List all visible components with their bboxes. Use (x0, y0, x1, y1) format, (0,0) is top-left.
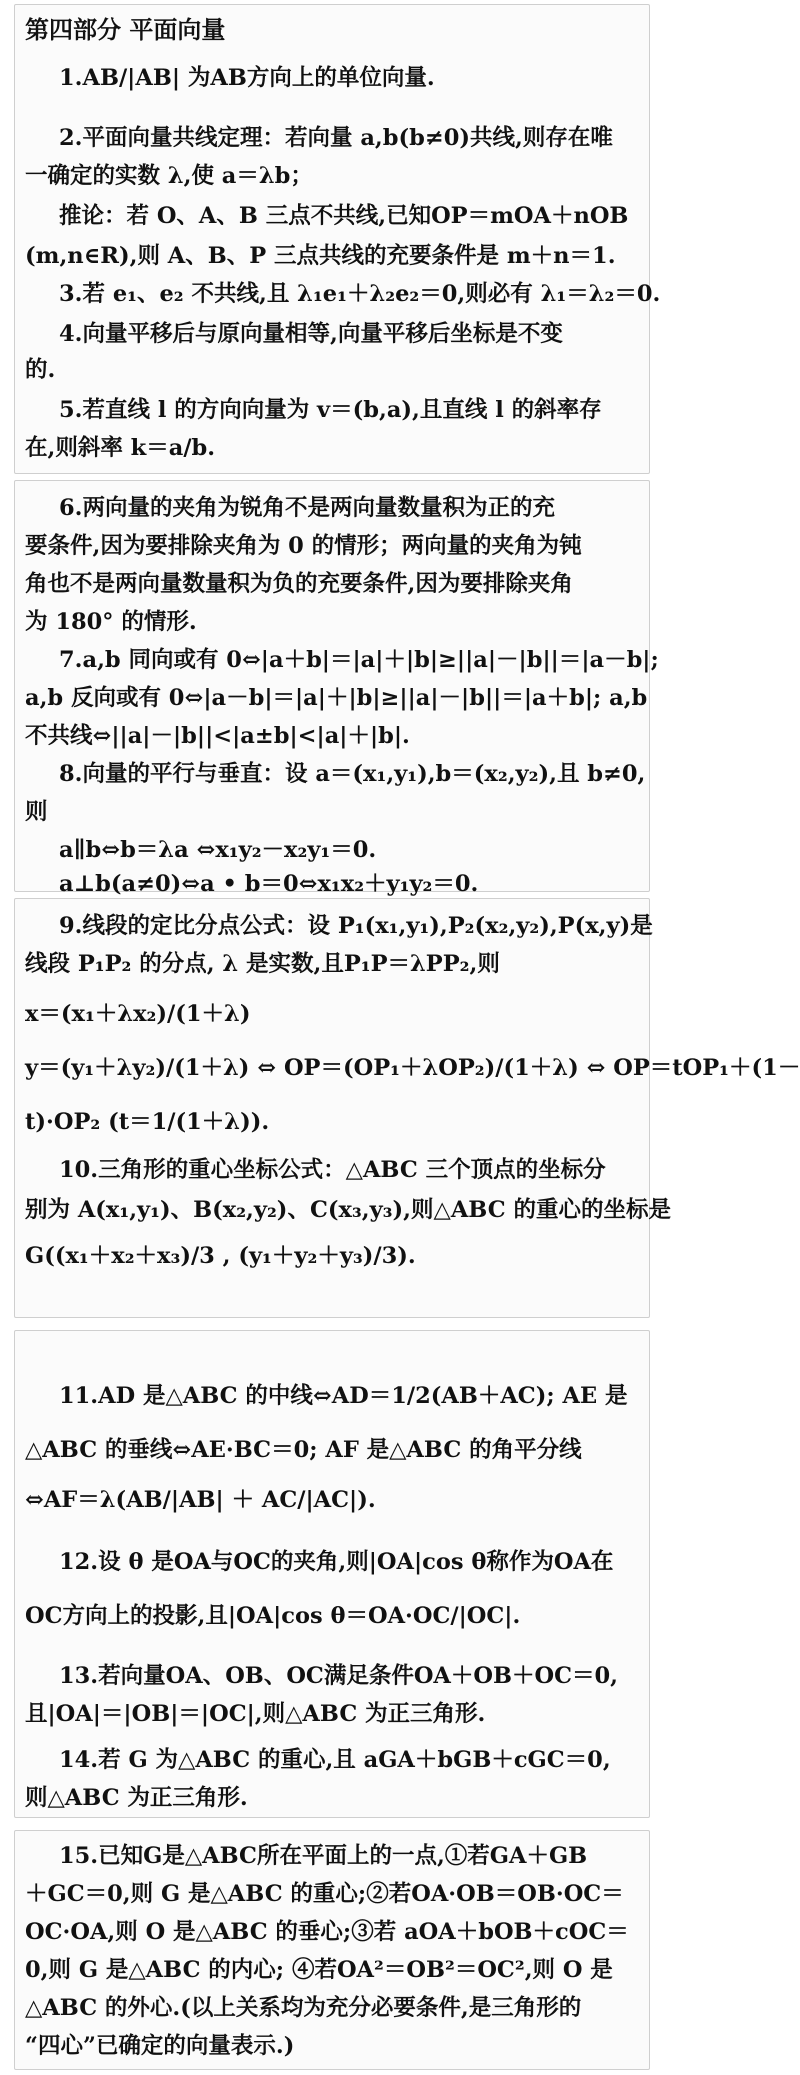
text-line: OC·OA,则 O 是△ABC 的垂心;③若 aOA＋bOB＋cOC＝ (25, 1919, 629, 1945)
formula-line: y＝(y₁＋λy₂)/(1＋λ) ⇔ OP＝(OP₁＋λOP₂)/(1＋λ) ⇔ OP＝tOP₁＋(1－ (25, 1055, 800, 1081)
text-line: 的. (25, 357, 56, 383)
text-line: △ABC 的垂线⇔AE·BC＝0; AF 是△ABC 的角平分线 (25, 1437, 582, 1463)
text-line: 10.三角形的重心坐标公式：△ABC 三个顶点的坐标分 (59, 1157, 606, 1183)
text-line: △ABC 的外心.(以上关系均为充分必要条件,是三角形的 (25, 1995, 582, 2021)
text-line: (m,n∈R),则 A、B、P 三点共线的充要条件是 m＋n＝1. (25, 243, 616, 269)
text-line: 6.两向量的夹角为锐角不是两向量数量积为正的充 (59, 495, 555, 521)
text-line: 12.设 θ 是OA与OC的夹角,则|OA|cos θ称作为OA在 (59, 1549, 614, 1575)
formula-line: G((x₁＋x₂＋x₃)/3 , (y₁＋y₂＋y₃)/3). (25, 1243, 416, 1269)
section-panel-2 (14, 480, 659, 897)
text-line: a∥b⇔b＝λa ⇔x₁y₂－x₂y₁＝0. (59, 837, 377, 863)
section-panel-5 (14, 1830, 650, 2070)
section-panel-3 (14, 898, 800, 1318)
text-line: 2.平面向量共线定理：若向量 a,b(b≠0)共线,则存在唯 (59, 125, 613, 151)
text-line: 且|OA|＝|OB|＝|OC|,则△ABC 为正三角形. (25, 1701, 486, 1727)
text-line: 9.线段的定比分点公式：设 P₁(x₁,y₁),P₂(x₂,y₂),P(x,y)是 (59, 913, 653, 939)
formula-line: t)·OP₂ (t＝1/(1＋λ)). (25, 1109, 270, 1135)
text-line: 为 180° 的情形. (25, 609, 197, 635)
text-line: 13.若向量OA、OB、OC满足条件OA＋OB＋OC＝0, (59, 1663, 618, 1689)
text-line: 1.AB/|AB| 为AB方向上的单位向量. (59, 65, 435, 91)
text-line: 0,则 G 是△ABC 的内心; ④若OA²＝OB²＝OC²,则 O 是 (25, 1957, 613, 1983)
text-line: 在,则斜率 k＝a/b. (25, 435, 216, 461)
text-line: 要条件,因为要排除夹角为 0 的情形；两向量的夹角为钝 (25, 533, 582, 559)
text-line: 8.向量的平行与垂直：设 a＝(x₁,y₁),b＝(x₂,y₂),且 b≠0, (59, 761, 646, 787)
text-line: 则△ABC 为正三角形. (25, 1785, 248, 1811)
text-line: 3.若 e₁、e₂ 不共线,且 λ₁e₁＋λ₂e₂＝0,则必有 λ₁＝λ₂＝0. (59, 281, 661, 307)
text-line: 线段 P₁P₂ 的分点, λ 是实数,且P₁P＝λPP₂,则 (25, 951, 500, 977)
formula-line: x＝(x₁＋λx₂)/(1＋λ) (25, 1001, 251, 1027)
text-line: 5.若直线 l 的方向向量为 v＝(b,a),且直线 l 的斜率存 (59, 397, 602, 423)
text-line: a⊥b(a≠0)⇔a • b＝0⇔x₁x₂＋y₁y₂＝0. (59, 871, 479, 897)
text-line: 11.AD 是△ABC 的中线⇔AD＝1/2(AB＋AC); AE 是 (59, 1383, 628, 1409)
text-line: 15.已知G是△ABC所在平面上的一点,①若GA＋GB (59, 1843, 588, 1869)
formula-line: OC方向上的投影,且|OA|cos θ＝OA·OC/|OC|. (25, 1603, 521, 1629)
text-line: 一确定的实数 λ,使 a＝λb； (25, 163, 313, 189)
text-line: 别为 A(x₁,y₁)、B(x₂,y₂)、C(x₃,y₃),则△ABC 的重心的坐标是 (25, 1197, 671, 1223)
text-line: 4.向量平移后与原向量相等,向量平移后坐标是不变 (59, 321, 563, 347)
text-line: “四心”已确定的向量表示.) (25, 2033, 295, 2059)
section-panel-1 (14, 4, 661, 474)
text-line: ＋GC＝0,则 G 是△ABC 的重心;②若OA·OB＝OB·OC＝ (25, 1881, 624, 1907)
text-line: a,b 反向或有 0⇔|a－b|＝|a|＋|b|≥||a|－|b||＝|a＋b|; a,b (25, 685, 648, 711)
text-line: 不共线⇔||a|－|b||<|a±b|<|a|＋|b|. (25, 723, 410, 749)
text-line: 角也不是两向量数量积为负的充要条件,因为要排除夹角 (25, 571, 573, 597)
text-line: 则 (25, 799, 48, 825)
formula-line: ⇔AF＝λ(AB/|AB| ＋ AC/|AC|). (25, 1487, 376, 1513)
text-line: 推论：若 O、A、B 三点不共线,已知OP＝mOA＋nOB (59, 203, 629, 229)
section-panel-4 (14, 1330, 650, 1818)
text-line: 14.若 G 为△ABC 的重心,且 aGA＋bGB＋cGC＝0, (59, 1747, 611, 1773)
section-title: 第四部分 平面向量 (25, 15, 226, 44)
text-line: 7.a,b 同向或有 0⇔|a＋b|＝|a|＋|b|≥||a|－|b||＝|a－b|; (59, 647, 659, 673)
